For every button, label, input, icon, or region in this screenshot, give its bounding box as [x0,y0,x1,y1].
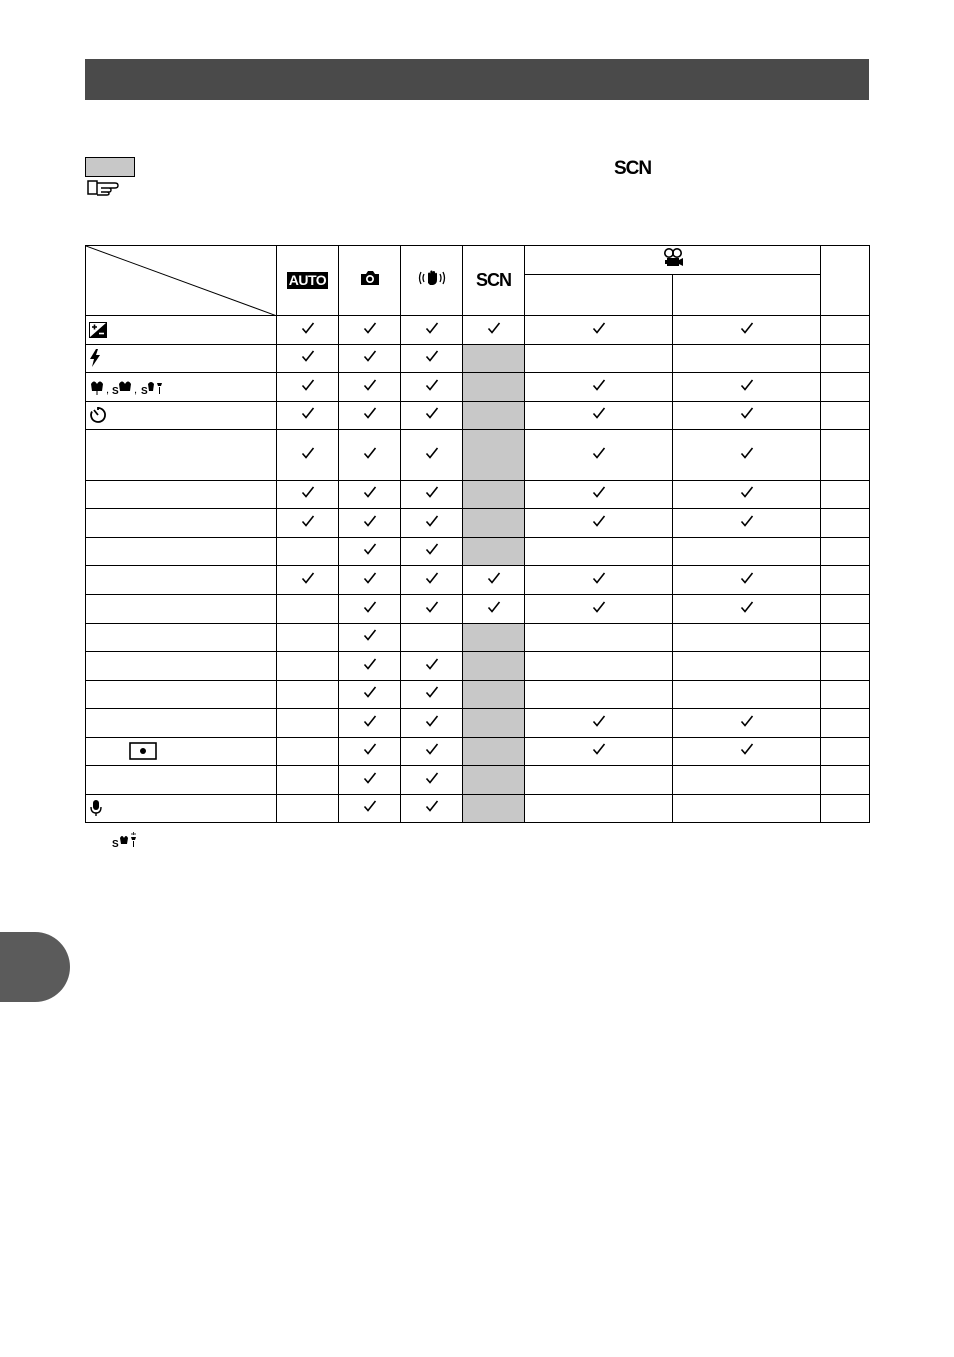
check-mark-icon [363,485,377,504]
table-cell [673,316,821,345]
table-cell [821,316,870,345]
table-row [86,430,870,481]
section-side-tab [0,932,70,1002]
table-cell [277,538,339,566]
table-row [86,345,870,373]
check-mark-icon [363,685,377,704]
check-mark-icon [301,571,315,590]
header-corner-cell [86,246,277,316]
row-label-cell [86,345,277,373]
check-mark-icon [425,514,439,533]
table-cell [401,566,463,595]
row-label-cell [86,624,277,652]
table-cell [339,738,401,766]
check-mark-icon [592,600,606,619]
table-cell [673,652,821,681]
check-mark-icon [301,446,315,465]
check-mark-icon [363,406,377,425]
table-cell [339,595,401,624]
table-cell [673,538,821,566]
row-label-cell [86,566,277,595]
exposure-compensation-icon [89,321,107,338]
table-cell [673,345,821,373]
check-mark-icon [592,714,606,733]
check-mark-icon [487,571,501,590]
check-mark-icon [363,657,377,676]
table-cell [463,509,525,538]
table-row [86,766,870,795]
table-cell [525,538,673,566]
check-mark-icon [301,378,315,397]
check-mark-icon [425,542,439,561]
check-mark-icon [740,321,754,340]
check-mark-icon [592,571,606,590]
table-cell [401,595,463,624]
check-mark-icon [740,742,754,761]
check-mark-icon [301,321,315,340]
table-cell [277,795,339,823]
table-cell [821,681,870,709]
check-mark-icon [425,349,439,368]
scn-icon: SCN [475,270,511,290]
hand-shake-icon [417,268,447,293]
table-cell [525,595,673,624]
flash-icon [89,350,101,367]
header-movie [525,246,821,275]
row-label-cell [86,795,277,823]
table-cell [821,402,870,430]
table-cell [401,709,463,738]
table-cell [463,766,525,795]
table-cell [673,709,821,738]
check-mark-icon [363,628,377,647]
table-cell [463,481,525,509]
table-cell [277,481,339,509]
table-row [86,738,870,766]
table-cell [821,430,870,481]
check-mark-icon [301,514,315,533]
table-row [86,566,870,595]
check-mark-icon [425,742,439,761]
check-mark-icon [740,514,754,533]
table-cell [277,430,339,481]
table-cell [821,538,870,566]
table-cell [463,316,525,345]
function-availability-table [85,245,870,823]
microphone-icon [89,800,103,817]
header-digital-stabilization [401,246,463,316]
table-cell [463,566,525,595]
row-label-cell [86,373,277,402]
table-cell [821,481,870,509]
check-mark-icon [363,446,377,465]
table-cell [525,738,673,766]
table-cell [401,624,463,652]
table-cell [821,709,870,738]
table-row [86,509,870,538]
check-mark-icon [740,378,754,397]
table-row [86,373,870,402]
check-mark-icon [740,571,754,590]
table-cell [463,430,525,481]
table-cell [339,316,401,345]
table-cell [463,373,525,402]
table-cell [821,373,870,402]
table-cell [673,430,821,481]
check-mark-icon [301,485,315,504]
table-cell [463,538,525,566]
table-cell [339,766,401,795]
check-mark-icon [592,321,606,340]
check-mark-icon [425,571,439,590]
check-mark-icon [363,771,377,790]
check-mark-icon [740,446,754,465]
table-cell [277,595,339,624]
table-cell [339,402,401,430]
check-mark-icon [487,321,501,340]
row-label-cell [86,766,277,795]
header-movie-sub-2 [673,275,821,316]
header-auto [277,246,339,316]
table-cell [277,738,339,766]
row-label-cell [86,738,277,766]
table-cell [673,509,821,538]
table-cell [401,481,463,509]
check-mark-icon [363,378,377,397]
svg-text:S: S [112,839,119,848]
check-mark-icon [301,406,315,425]
table-cell [525,624,673,652]
table-cell [339,345,401,373]
check-mark-icon [740,600,754,619]
table-cell [525,652,673,681]
table-row [86,795,870,823]
table-cell [525,373,673,402]
check-mark-icon [301,349,315,368]
header-scene [463,246,525,316]
check-mark-icon [363,542,377,561]
table-cell [277,766,339,795]
check-mark-icon [592,514,606,533]
table-row [86,481,870,509]
table-cell [525,681,673,709]
tip-badge [85,157,135,177]
table-cell [401,373,463,402]
table-cell [401,681,463,709]
svg-text:S: S [112,385,119,396]
table-cell [525,316,673,345]
table-cell [463,738,525,766]
check-mark-icon [592,742,606,761]
table-cell [277,652,339,681]
check-mark-icon [592,378,606,397]
table-cell [463,652,525,681]
check-mark-icon [740,485,754,504]
macro-icons [89,378,169,395]
table-cell [463,795,525,823]
table-row [86,316,870,345]
check-mark-icon [425,321,439,340]
pointing-hand-icon [87,180,121,201]
table-cell [401,538,463,566]
table-cell [401,795,463,823]
row-label-cell [86,481,277,509]
table-cell [821,652,870,681]
check-mark-icon [425,771,439,790]
super-macro-led-icon [112,832,138,853]
check-mark-icon [425,600,439,619]
camera-icon [359,269,381,292]
table-cell [525,481,673,509]
table-cell [277,345,339,373]
row-label-cell [86,595,277,624]
table-cell [401,345,463,373]
table-cell [463,681,525,709]
check-mark-icon [425,799,439,818]
check-mark-icon [363,321,377,340]
table-cell [821,509,870,538]
table-cell [673,766,821,795]
table-cell [525,345,673,373]
row-label-cell [86,430,277,481]
table-cell [277,681,339,709]
table-cell [821,795,870,823]
spot-metering-icon [89,743,157,760]
svg-text:,: , [106,383,110,396]
table-row [86,402,870,430]
auto-mode-icon: AUTO [288,271,327,288]
table-cell [339,709,401,738]
check-mark-icon [425,657,439,676]
table-cell [339,795,401,823]
table-cell [525,430,673,481]
table-cell [525,795,673,823]
header-blank [821,246,870,316]
table-cell [401,766,463,795]
table-cell [673,566,821,595]
table-cell [673,624,821,652]
table-row [86,681,870,709]
table-cell [339,652,401,681]
table-row [86,652,870,681]
table-cell [401,652,463,681]
row-label-cell [86,316,277,345]
table-cell [673,795,821,823]
table-cell [463,595,525,624]
header-movie-sub-1 [525,275,673,316]
check-mark-icon [425,378,439,397]
section-title-bar [85,59,869,100]
table-cell [277,316,339,345]
table-cell [525,509,673,538]
table-cell [339,538,401,566]
table-row [86,595,870,624]
table-cell [821,624,870,652]
table-cell [339,566,401,595]
table-cell [277,624,339,652]
row-label-cell [86,709,277,738]
check-mark-icon [487,600,501,619]
table-cell [401,430,463,481]
check-mark-icon [363,349,377,368]
movie-icon [661,247,685,274]
check-mark-icon [363,571,377,590]
table-cell [821,595,870,624]
table-cell [821,738,870,766]
check-mark-icon [425,685,439,704]
table-cell [673,595,821,624]
table-cell [463,402,525,430]
table-cell [339,624,401,652]
row-label-cell [86,402,277,430]
table-cell [339,509,401,538]
scn-mode-label: SCN [614,158,652,179]
check-mark-icon [592,406,606,425]
row-label-cell [86,652,277,681]
check-mark-icon [740,406,754,425]
row-label-cell [86,538,277,566]
check-mark-icon [425,446,439,465]
table-cell [821,566,870,595]
table-cell [463,709,525,738]
header-program [339,246,401,316]
check-mark-icon [740,714,754,733]
table-cell [277,373,339,402]
check-mark-icon [592,485,606,504]
check-mark-icon [363,799,377,818]
table-cell [339,373,401,402]
table-cell [673,481,821,509]
table-cell [821,345,870,373]
check-mark-icon [425,714,439,733]
svg-text:S: S [141,385,148,396]
table-cell [401,738,463,766]
check-mark-icon [363,714,377,733]
table-cell [525,566,673,595]
table-cell [525,766,673,795]
table-cell [673,738,821,766]
row-label-cell [86,509,277,538]
table-cell [339,481,401,509]
table-cell [673,402,821,430]
self-timer-icon [89,407,107,424]
svg-text:,: , [134,383,138,396]
table-cell [673,681,821,709]
table-cell [525,402,673,430]
table-cell [821,766,870,795]
table-cell [339,430,401,481]
table-row [86,709,870,738]
table-cell [277,566,339,595]
table-cell [401,402,463,430]
table-cell [401,316,463,345]
table-cell [339,681,401,709]
table-row [86,538,870,566]
table-cell [673,373,821,402]
table-cell [277,709,339,738]
table-cell [525,709,673,738]
check-mark-icon [425,485,439,504]
row-label-cell [86,681,277,709]
table-cell [277,509,339,538]
table-cell [463,624,525,652]
check-mark-icon [425,406,439,425]
check-mark-icon [363,600,377,619]
table-row [86,624,870,652]
table-cell [277,402,339,430]
table-cell [463,345,525,373]
check-mark-icon [363,742,377,761]
table-cell [401,509,463,538]
check-mark-icon [363,514,377,533]
check-mark-icon [592,446,606,465]
